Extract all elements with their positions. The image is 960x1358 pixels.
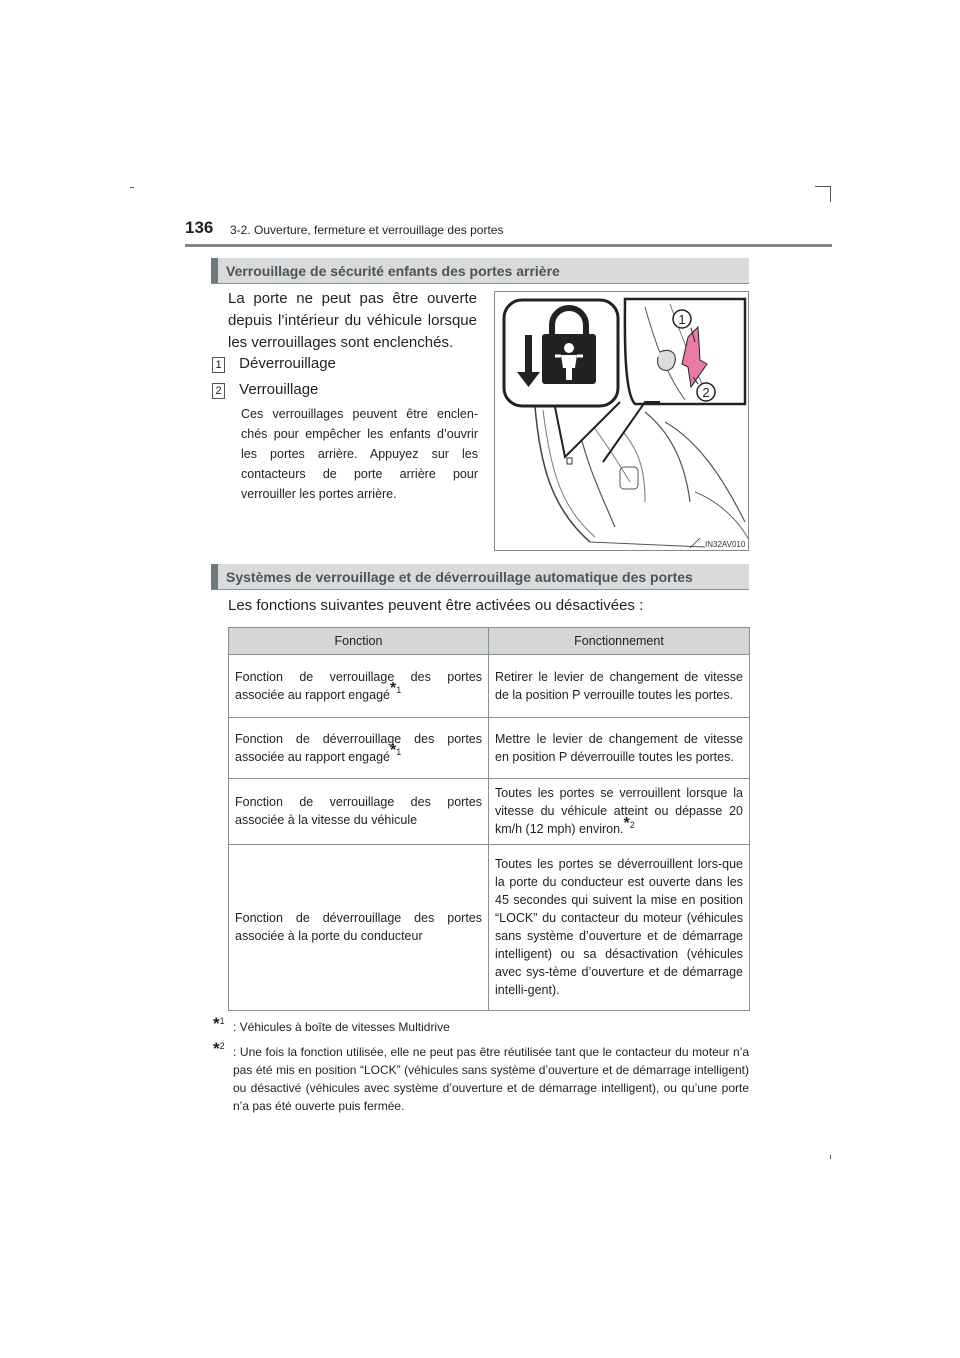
callout-2: 2 [702, 385, 710, 400]
function-cell: Fonction de verrouillage des portes associée au rapport engagé$^{*1}$ [229, 655, 489, 718]
item-number: 2 [212, 383, 225, 399]
section-title: Systèmes de verrouillage et de déverrouillage automatique des portes [226, 569, 693, 585]
header-rule [185, 244, 832, 247]
footnote-mark: *$^1$ [213, 1014, 225, 1033]
table-row [229, 655, 750, 718]
child-lock-illustration [494, 291, 749, 551]
footnote-text: : Une fois la fonction utilisée, elle ne peut pas être réutilisée tant que le contacteur du moteur n’a pas été mis en position “LOCK” (véhicules sans système d’ouverture et de démarrage intelligent) ou désactivé (véhicules avec système d’ouverture et de démarrage intelligent), ou qu’une porte n’a pas été ouverte puis fermée. [233, 1045, 749, 1113]
heading-bar [211, 258, 218, 283]
table-row [229, 718, 750, 779]
table-header-row [229, 628, 750, 655]
section-title: Verrouillage de sécurité enfants des portes arrière [226, 263, 560, 279]
section-heading-auto-lock [211, 564, 749, 590]
crop-mark-top-left [130, 187, 134, 188]
item-label: Déverrouillage [239, 355, 336, 372]
table-row [229, 845, 750, 1011]
crop-mark-bottom-right [830, 1155, 831, 1159]
auto-lock-intro: Les fonctions suivantes peuvent être activées ou désactivées : [228, 597, 644, 614]
footnote-text: : Véhicules à boîte de vitesses Multidrive [233, 1020, 450, 1034]
crop-mark-top-right-h [815, 186, 831, 187]
door-illustration-svg [495, 292, 749, 551]
operation-cell: Toutes les portes se verrouillent lorsque la vitesse du véhicule atteint ou dépasse 20 km/h (12 mph) environ.$^{*2}$ [489, 779, 750, 845]
item-number: 1 [212, 357, 225, 373]
list-item-lock [212, 381, 318, 399]
column-header: Fonction [229, 628, 489, 655]
operation-cell: Toutes les portes se déverrouillent lors-que la porte du conducteur est ouverte dans les 45 secondes qui suivent la mise en position “LOCK” du contacteur du moteur (véhicules sans système d’ouverture et de démarrage intelligent) ou sa désactivation (véhicules avec sys-tème d’ouverture et de démarrage intelli-gent). [489, 845, 750, 1011]
item-label: Verrouillage [239, 381, 319, 398]
footnote-mark: *$^2$ [213, 1039, 225, 1058]
list-item-unlock [212, 355, 336, 373]
child-lock-note: Ces verrouillages peuvent être enclen-chés pour empêcher les enfants d’ouvrir les portes arrière. Appuyez sur les contacteurs de porte arrière pour verrouiller les portes arrière. [241, 407, 478, 501]
page-number: 136 [185, 218, 214, 237]
function-cell: Fonction de déverrouillage des portes associée au rapport engagé$^{*1}$ [229, 718, 489, 779]
section-heading-child-lock [211, 258, 749, 284]
function-cell: Fonction de déverrouillage des portes associée à la porte du conducteur [229, 845, 489, 1011]
figure-code: IN32AV010 [705, 540, 746, 549]
function-table [228, 627, 750, 1011]
crop-mark-top-right-v [830, 186, 831, 202]
child-lock-intro: La porte ne peut pas être ouverte depuis l’intérieur du véhicule lorsque les verrouillages sont enclenchés. [228, 290, 477, 351]
column-header: Fonctionnement [489, 628, 750, 655]
table-row [229, 779, 750, 845]
function-cell: Fonction de verrouillage des portes associée à la vitesse du véhicule [229, 779, 489, 845]
operation-cell: Mettre le levier de changement de vitesse en position P déverrouille toutes les portes. [489, 718, 750, 779]
callout-1: 1 [678, 312, 686, 327]
running-head: 3-2. Ouverture, fermeture et verrouillage des portes [230, 223, 504, 237]
operation-cell: Retirer le levier de changement de vitesse de la position P verrouille toutes les portes. [489, 655, 750, 718]
heading-bar [211, 564, 218, 589]
